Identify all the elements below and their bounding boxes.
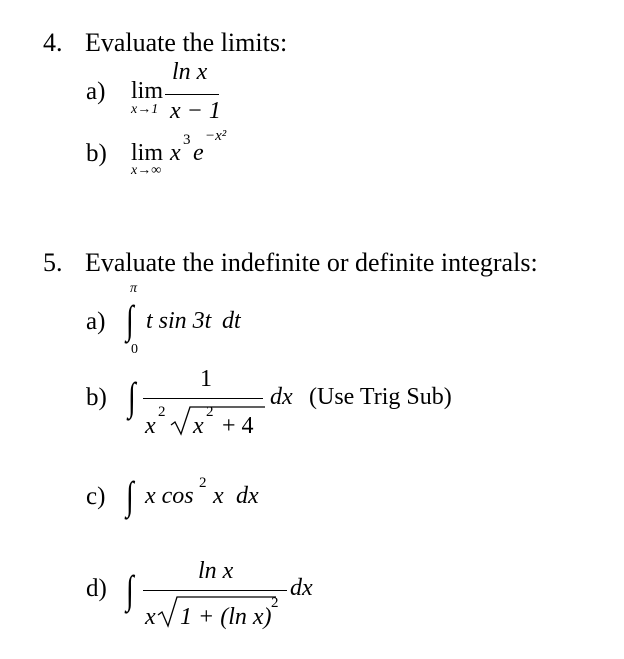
integrand: t sin 3t [146, 308, 212, 334]
radicand-power: 2 [206, 404, 214, 420]
base-x: x [170, 140, 181, 166]
fraction-bar [143, 590, 287, 591]
differential: dt [222, 308, 241, 334]
upper-limit: π [130, 281, 138, 296]
fraction-numerator: ln x [198, 558, 234, 584]
label-4a: a) [86, 78, 106, 105]
fraction-denominator: x − 1 [170, 98, 221, 124]
integral-sign-icon: ∫ [126, 567, 134, 612]
power-3: 3 [183, 132, 191, 148]
fraction-numerator: ln x [172, 59, 208, 85]
fraction-bar [143, 398, 263, 399]
integrand-post: x [213, 483, 224, 509]
limit-subscript: x→1 [131, 102, 159, 117]
problem-4-number: 4. [43, 28, 63, 57]
exponent-neg-x-squared: −x² [205, 128, 227, 144]
radicand-power: 2 [271, 595, 279, 611]
cos-power: 2 [199, 475, 207, 491]
differential: dx [290, 575, 313, 601]
fraction-numerator: 1 [200, 366, 212, 392]
integrand-pre: x cos [145, 483, 194, 509]
radicand: 1 + (ln x) [180, 604, 272, 630]
problem-4-title: Evaluate the limits: [85, 28, 288, 57]
problem-5-number: 5. [43, 248, 63, 277]
den-x-power: 2 [158, 404, 166, 420]
label-4b: b) [86, 140, 107, 167]
lim-operator: lim [131, 140, 164, 166]
lim-operator: lim [131, 78, 164, 104]
limit-subscript: x→∞ [131, 163, 162, 178]
lower-limit: 0 [131, 342, 138, 357]
problem-5-title: Evaluate the indefinite or definite integrals: [85, 248, 538, 277]
differential: dx [270, 384, 293, 410]
label-5d: d) [86, 575, 107, 602]
label-5b: b) [86, 384, 107, 411]
differential: dx [236, 483, 259, 509]
label-5c: c) [86, 483, 106, 510]
den-x: x [145, 604, 156, 630]
den-x: x [145, 413, 156, 439]
integral-sign-icon: ∫ [126, 297, 134, 342]
radicand-x: x [193, 413, 204, 439]
integral-sign-icon: ∫ [126, 473, 134, 518]
base-e: e [193, 140, 204, 166]
integral-sign-icon: ∫ [128, 374, 136, 419]
label-5a: a) [86, 308, 106, 335]
hint-note: (Use Trig Sub) [309, 384, 452, 410]
radicand-rest: + 4 [222, 413, 254, 439]
fraction-bar [165, 94, 219, 95]
